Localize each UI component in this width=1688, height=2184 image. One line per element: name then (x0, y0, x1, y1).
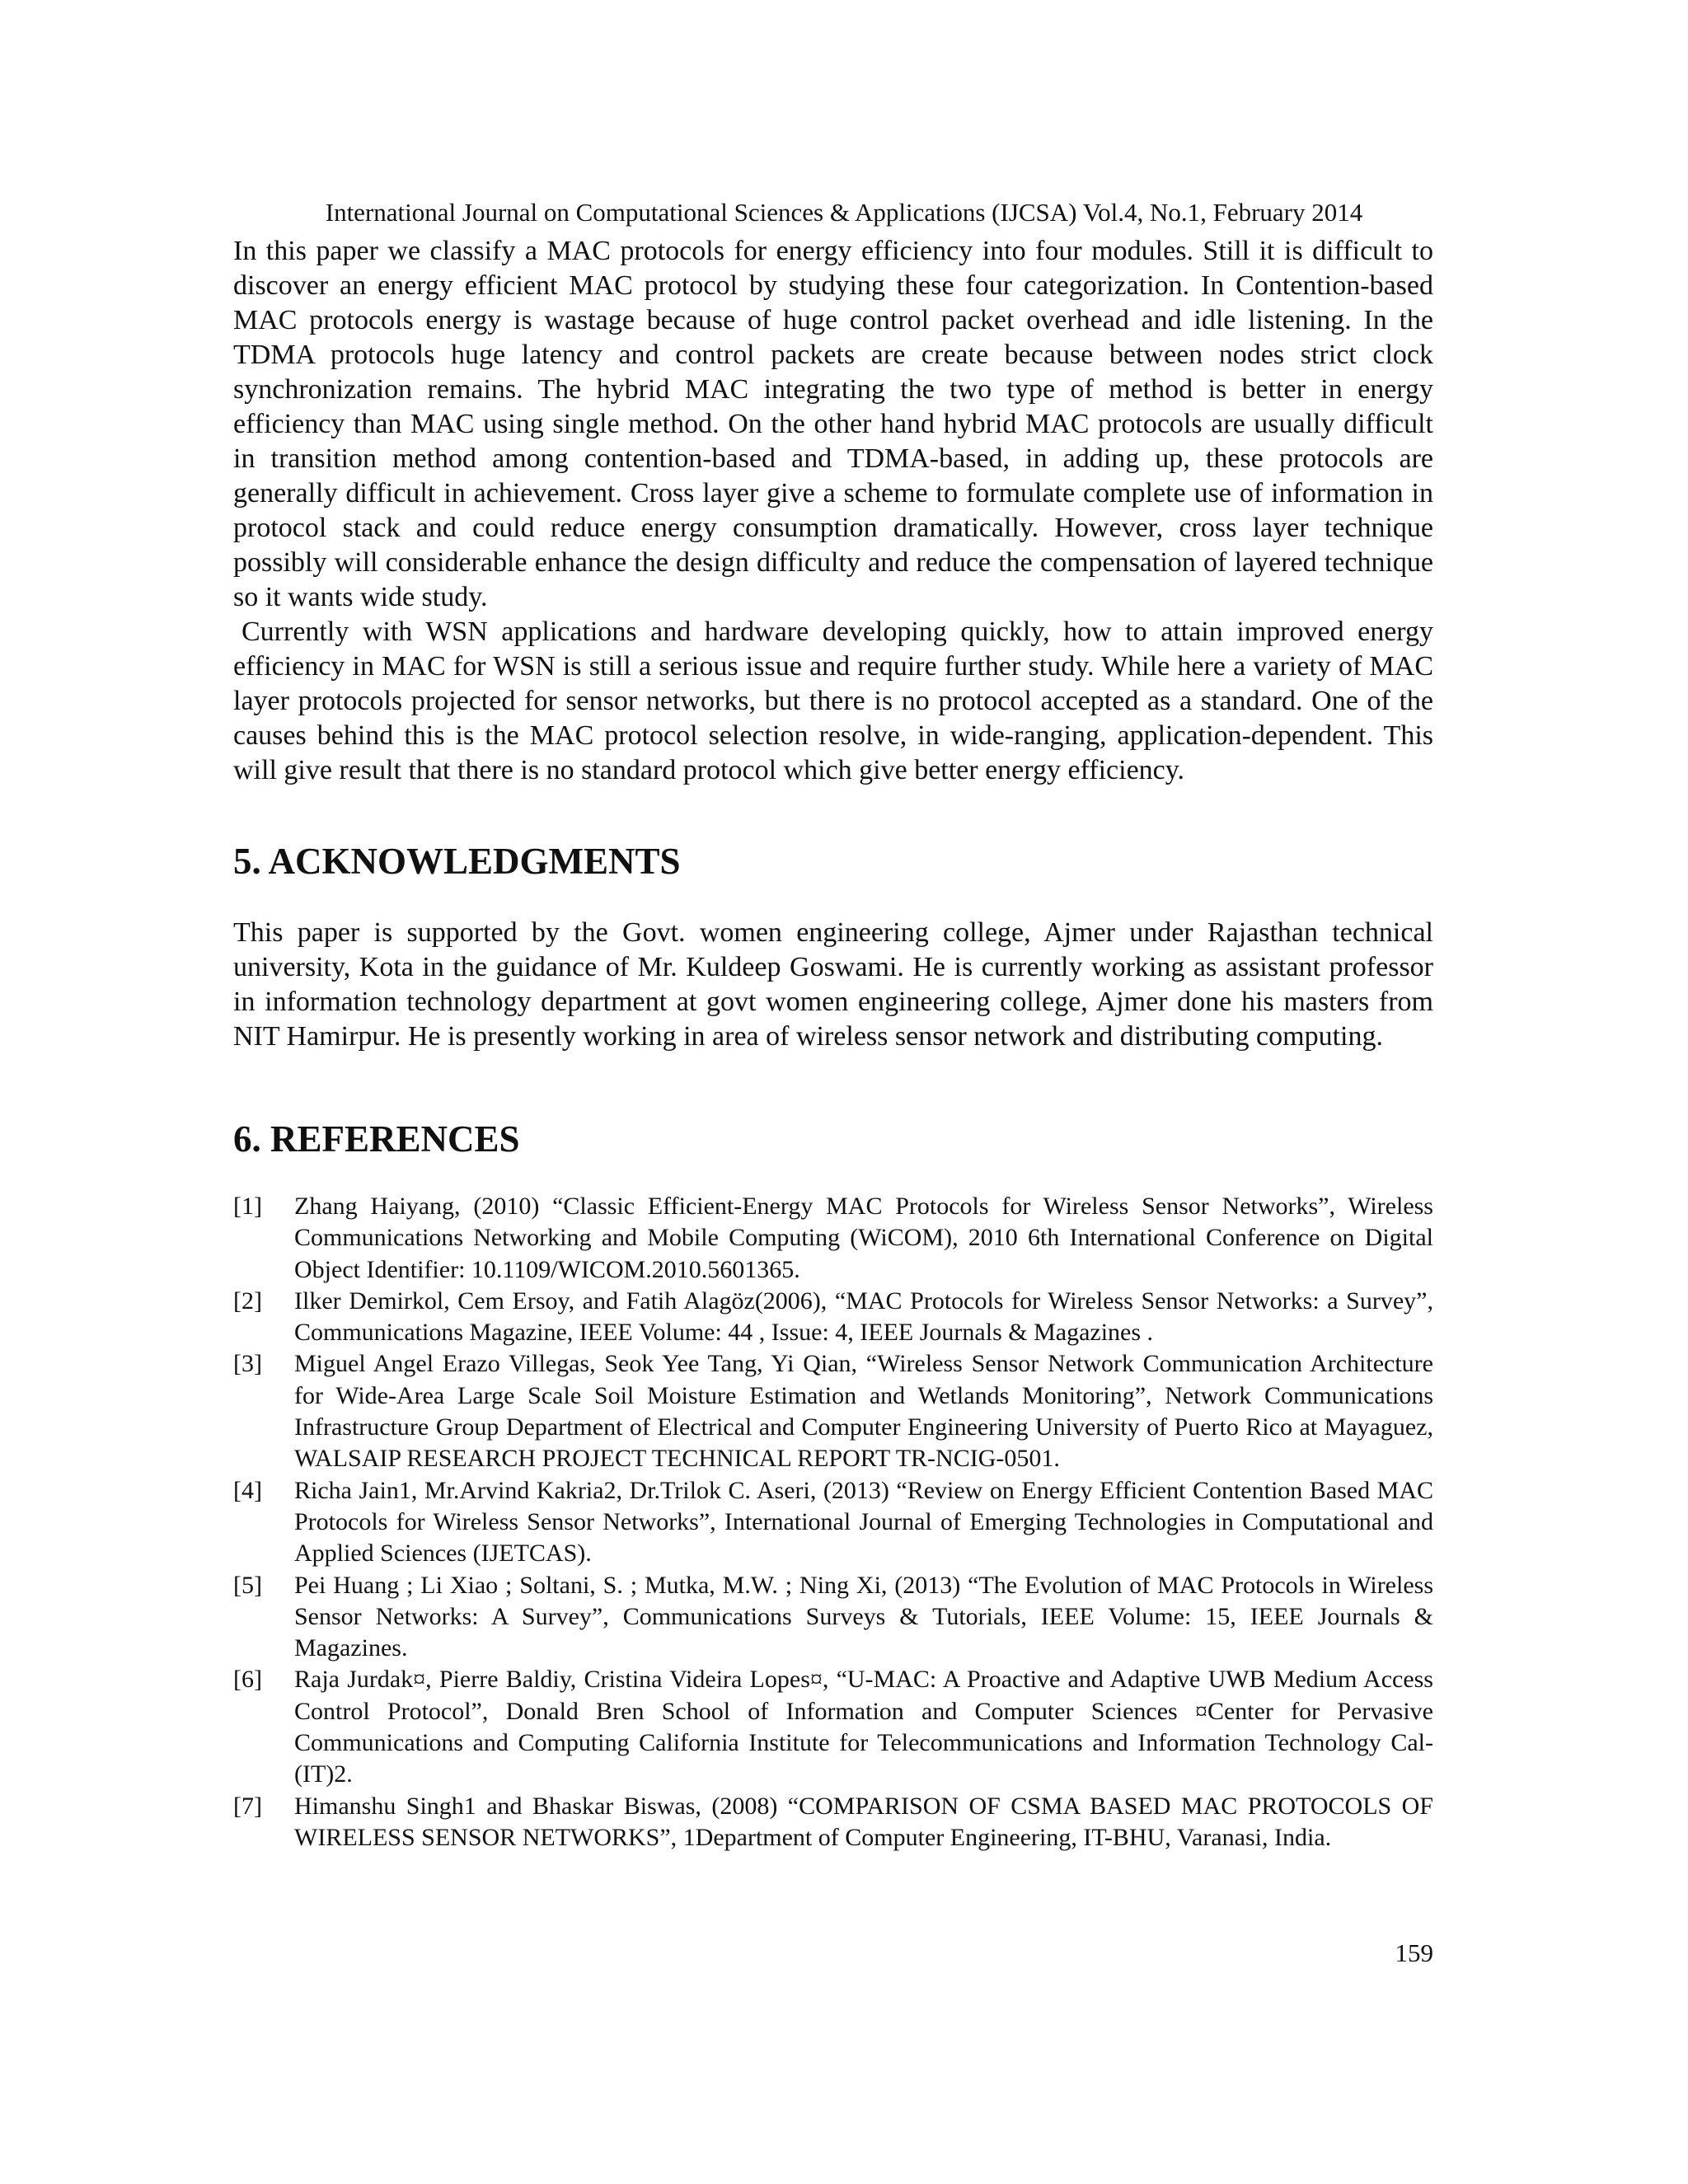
reference-number: [7] (233, 1792, 262, 1820)
conclusion-section (233, 234, 1433, 788)
reference-item (233, 1348, 1433, 1474)
acknowledgments-section (233, 916, 1433, 1054)
reference-item (233, 1286, 1433, 1349)
reference-text: Zhang Haiyang, (2010) “Classic Efficient-Energy MAC Protocols for Wireless Sensor Networks”, Wireless Communications Networking and Mobile Computing (WiCOM), 2010 6th International Conference on Digital Object Identifier: 10.1109/WICOM.2010.5601365. (294, 1193, 1433, 1283)
reference-number: [3] (233, 1350, 262, 1378)
reference-text: Raja Jurdak¤, Pierre Baldiy, Cristina Videira Lopes¤, “U-MAC: A Proactive and Adaptive UWB Medium Access Control Protocol”, Donald Bren School of Information and Computer Sciences ¤Center for Pervasive Communications and Computing California Institute for Telecommunications and Information Technology Cal-(IT)2. (294, 1666, 1433, 1788)
reference-list (233, 1191, 1433, 1854)
section-heading-references: 6. REFERENCES (233, 1118, 520, 1160)
acknowledgments-paragraph: This paper is supported by the Govt. women engineering college, Ajmer under Rajasthan technical university, Kota in the guidance of Mr. Kuldeep Goswami. He is currently working as assistant professor in information technology department at govt women engineering college, Ajmer done his masters from NIT Hamirpur. He is presently working in area of wireless sensor network and distributing computing. (233, 917, 1433, 1052)
reference-item (233, 1791, 1433, 1854)
page-number: 159 (1395, 1938, 1433, 1967)
running-header: International Journal on Computational Sciences & Applications (IJCSA) Vol.4, No.1, February 2014 (325, 198, 1363, 227)
reference-number: [2] (233, 1286, 262, 1315)
reference-text: Himanshu Singh1 and Bhaskar Biswas, (2008) “COMPARISON OF CSMA BASED MAC PROTOCOLS OF WIRELESS SENSOR NETWORKS”, 1Department of Computer Engineering, IT-BHU, Varanasi, India. (294, 1792, 1433, 1851)
reference-text: Richa Jain1, Mr.Arvind Kakria2, Dr.Trilok C. Aseri, (2013) “Review on Energy Efficient Contention Based MAC Protocols for Wireless Sensor Networks”, International Journal of Emerging Technologies in Computational and Applied Sciences (IJETCAS). (294, 1476, 1433, 1568)
reference-text: Ilker Demirkol, Cem Ersoy, and Fatih Alagöz(2006), “MAC Protocols for Wireless Sensor Networks: a Survey”, Communications Magazine, IEEE Volume: 44 , Issue: 4, IEEE Journals & Magazines . (294, 1286, 1433, 1347)
reference-number: [6] (233, 1666, 262, 1694)
reference-text: Miguel Angel Erazo Villegas, Seok Yee Tang, Yi Qian, “Wireless Sensor Network Communication Architecture for Wide-Area Large Scale Soil Moisture Estimation and Wetlands Monitoring”, Network Communications Infrastructure Group Department of Electrical and Computer Engineering University of Puerto Rico at Mayaguez, WALSAIP RESEARCH PROJECT TECHNICAL REPORT TR-NCIG-0501. (294, 1350, 1433, 1473)
reference-number: [1] (233, 1193, 262, 1220)
reference-item (233, 1191, 1433, 1286)
reference-item (233, 1664, 1433, 1790)
body-paragraph: In this paper we classify a MAC protocols for energy efficiency into four modules. Still it is difficult to discover an energy efficient MAC protocol by studying these four categorization. In Contention-based MAC protocols energy is wastage because of huge control packet overhead and idle listening. In the TDMA protocols huge latency and control packets are create because between nodes strict clock synchronization remains. The hybrid MAC integrating the two type of method is better in energy efficiency than MAC using single method. On the other hand hybrid MAC protocols are usually difficult in transition method among contention-based and TDMA-based, in adding up, these protocols are generally difficult in achievement. Cross layer give a scheme to formulate complete use of information in protocol stack and could reduce energy consumption dramatically. However, cross layer technique possibly will considerable enhance the design difficulty and reduce the compensation of layered technique so it wants wide study. (233, 236, 1433, 612)
reference-item (233, 1570, 1433, 1665)
section-heading-acknowledgments: 5. ACKNOWLEDGMENTS (233, 841, 681, 882)
reference-text: Pei Huang ; Li Xiao ; Soltani, S. ; Mutka, M.W. ; Ning Xi, (2013) “The Evolution of MAC Protocols in Wireless Sensor Networks: A Survey”, Communications Surveys & Tutorials, IEEE Volume: 15, IEEE Journals & Magazines. (294, 1571, 1433, 1662)
reference-number: [5] (233, 1571, 262, 1599)
body-paragraph: Currently with WSN applications and hardware developing quickly, how to attain improved energy efficiency in MAC for WSN is still a serious issue and require further study. While here a variety of MAC layer protocols projected for sensor networks, but there is no protocol accepted as a standard. One of the causes behind this is the MAC protocol selection resolve, in wide-ranging, application-dependent. This will give result that there is no standard protocol which give better energy efficiency. (233, 616, 1433, 785)
reference-item (233, 1475, 1433, 1570)
reference-number: [4] (233, 1476, 262, 1504)
